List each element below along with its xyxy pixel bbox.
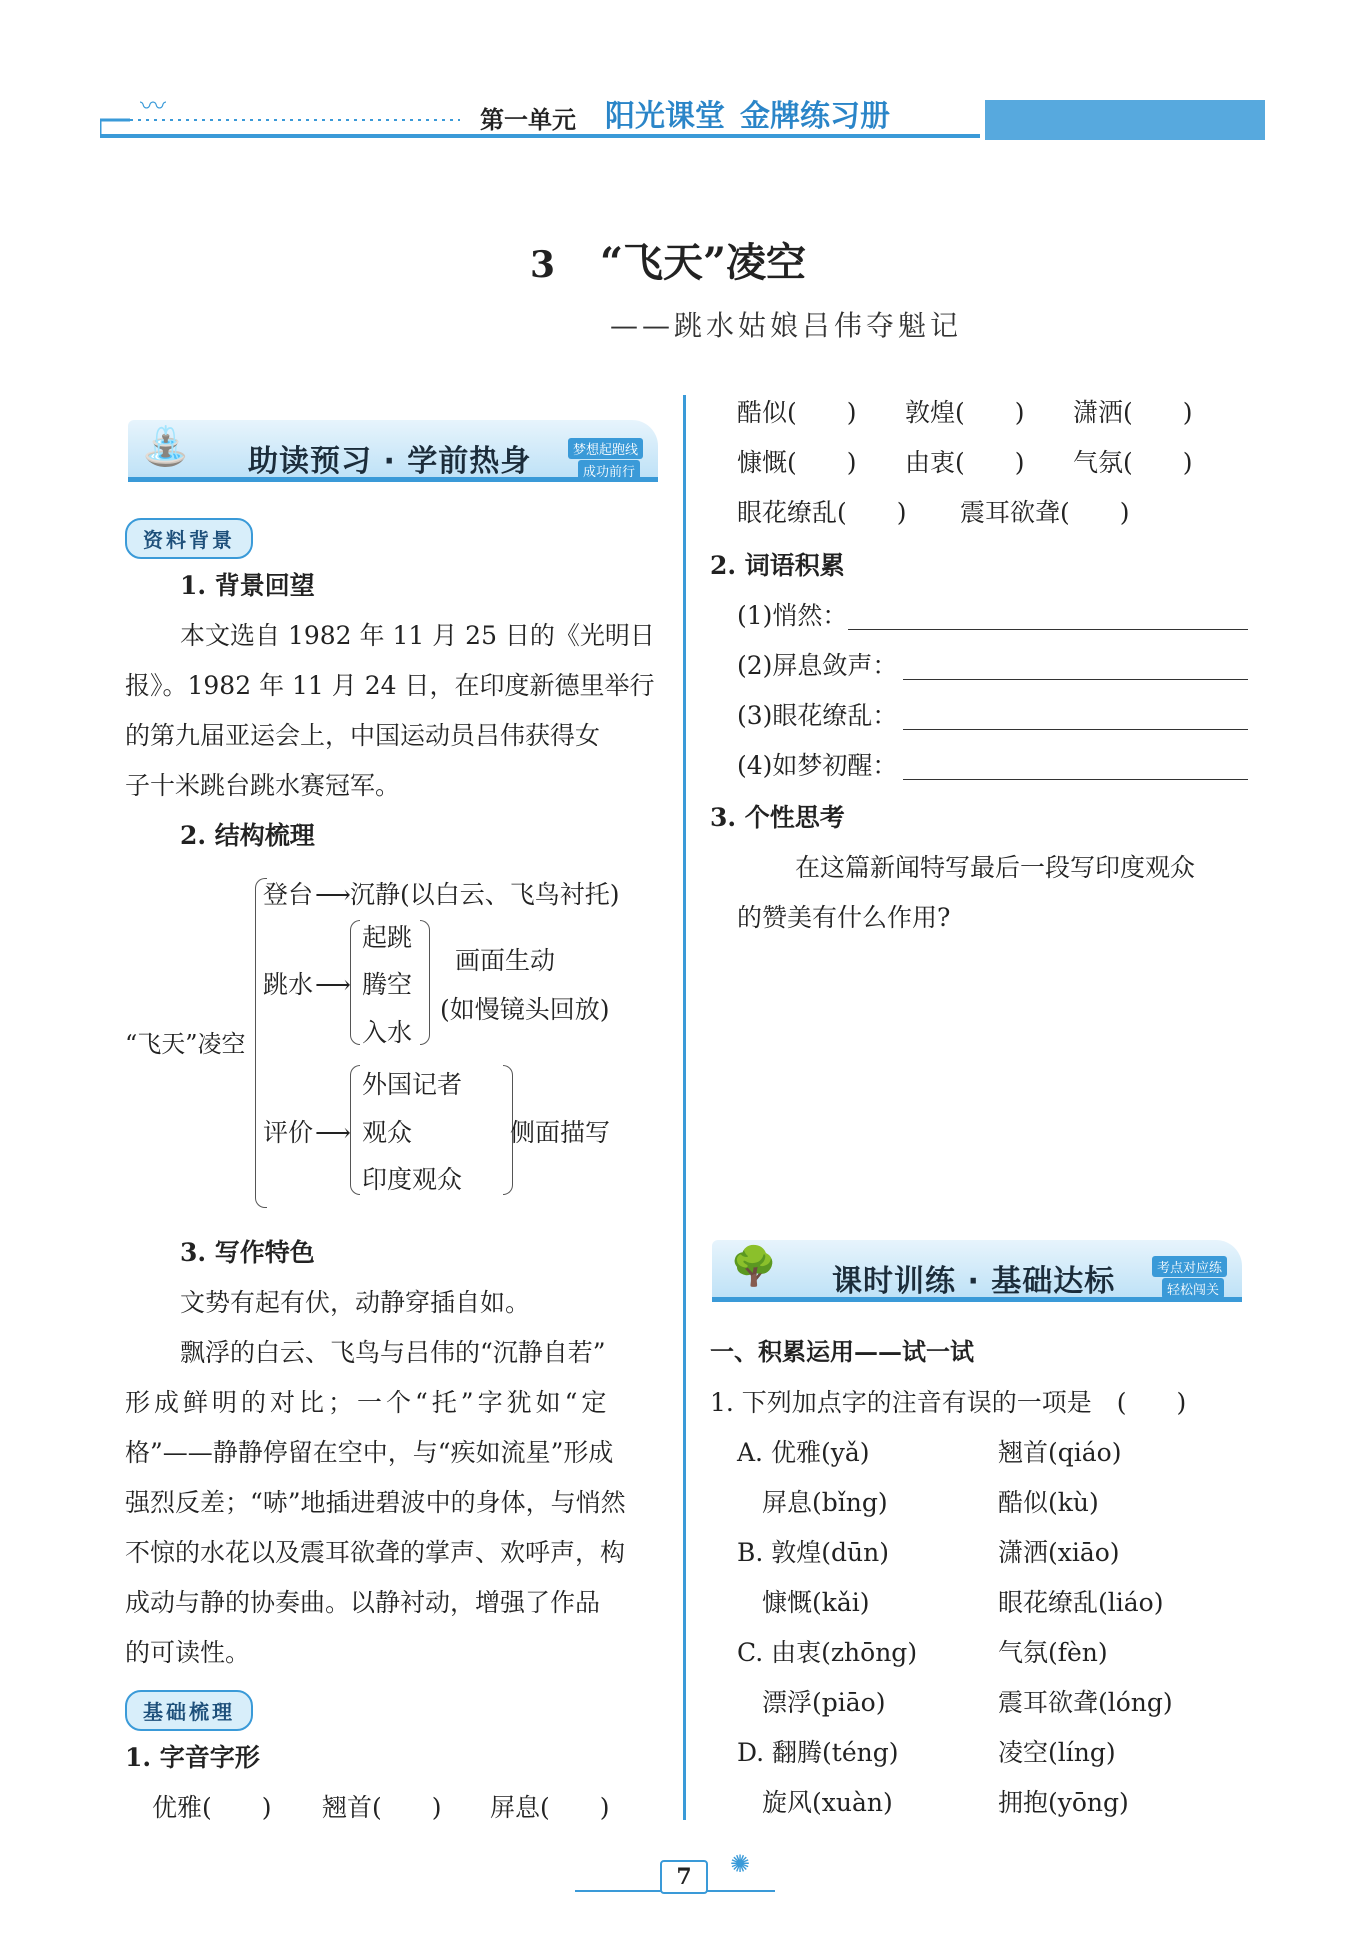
column-divider [683,395,686,1820]
option-item: 慷慨(kǎi) [737,1588,870,1617]
arrow-icon: ⟶ [315,970,351,999]
branch-item: 腾空 [362,970,413,999]
vocab-item: (2)屏息敛声： [737,651,898,680]
paragraph-line: 在这篇新闻特写最后一段写印度观众 [795,853,1196,882]
page-number: 7 [676,1864,692,1890]
branch-result: 侧面描写 [510,1118,611,1147]
answer-line[interactable] [903,758,1248,780]
branch-label: 评价 [263,1118,314,1147]
header-brand: 阳光课堂 [605,99,725,134]
branch-result: 画面生动 [455,946,556,975]
birds-icon: 〰 [140,92,167,122]
option-item: 凌空(líng) [998,1738,1116,1767]
paragraph-line: 报》。1982 年 11 月 24 日，在印度新德里举行 [125,671,655,700]
heading: 2. 词语积累 [710,551,845,580]
brace [350,920,360,1045]
heading: 3. 个性思考 [710,803,845,832]
heading: 2. 结构梳理 [180,821,315,850]
section-banner [128,420,658,482]
pron-item: 眼花缭乱( ) [737,498,907,527]
heading: 3. 写作特色 [180,1238,315,1267]
paragraph-line: 的第九届亚运会上，中国运动员吕伟获得女 [125,721,601,750]
arrow-icon: ⟶ [315,880,351,909]
branch-label: 跳水 [263,970,314,999]
paragraph-line: 文势有起有伏，动静穿插自如。 [180,1288,531,1317]
branch-item: 观众 [362,1118,413,1147]
pron-item: 潇洒( ) [1073,398,1193,427]
option-item: 旋风(xuàn) [737,1788,893,1817]
pron-item: 震耳欲聋( ) [960,498,1130,527]
paragraph-line: 子十米跳台跳水赛冠军。 [125,771,401,800]
arrow-icon: ⟶ [315,1118,351,1147]
pron-item: 由衷( ) [905,448,1025,477]
tree-icon: 🌳 [730,1244,778,1288]
header-book: 金牌练习册 [740,99,890,134]
option-item: 屏息(bǐng) [737,1488,888,1517]
banner-tag: 考点对应练 [1152,1256,1227,1277]
paragraph-line: 不惊的水花以及震耳欲聋的掌声、欢呼声，构 [125,1538,626,1567]
option-item: 拥抱(yōng) [998,1788,1129,1817]
option-item: 潇洒(xiāo) [998,1538,1120,1567]
branch-item: 外国记者 [362,1070,463,1099]
pron-item: 优雅( ) [152,1793,272,1822]
vocab-item: (3)眼花缭乱： [737,701,898,730]
paragraph-line: 成动与静的协奏曲。以静衬动，增强了作品 [125,1588,601,1617]
pron-item: 慷慨( ) [737,448,857,477]
option-item: 眼花缭乱(liáo) [998,1588,1164,1617]
option-item[interactable]: B. 敦煌(dūn) [737,1538,889,1567]
pron-item: 酷似( ) [737,398,857,427]
pron-item: 屏息( ) [490,1793,610,1822]
answer-line[interactable] [848,608,1248,630]
banner-tag: 成功前行 [578,460,640,481]
banner-title: 课时训练 · 基础达标 [832,1264,1116,1299]
vocab-item: (1)悄然： [737,601,848,630]
brace [420,920,430,1045]
question: 1. 下列加点字的注音有误的一项是 ( ) [710,1388,1187,1417]
paragraph-line: 形成鲜明的对比；一个“托”字犹如“定 [125,1388,611,1417]
header-unit: 第一单元 [480,105,576,134]
section-tag: 资料背景 [125,518,253,559]
pron-item: 气氛( ) [1073,448,1193,477]
option-item[interactable]: C. 由衷(zhōng) [737,1638,918,1667]
vocab-item: (4)如梦初醒： [737,751,898,780]
option-item: 震耳欲聋(lóng) [998,1688,1173,1717]
paragraph-line: 本文选自 1982 年 11 月 25 日的《光明日 [180,621,655,650]
branch-result: 沉静(以白云、飞鸟衬托) [350,880,620,909]
banner-title: 助读预习 · 学前热身 [248,444,532,479]
option-item: 酷似(kù) [998,1488,1099,1517]
lesson-title: “飞天”凌空 [600,239,807,286]
option-item[interactable]: A. 优雅(yǎ) [737,1438,870,1467]
answer-line[interactable] [903,658,1248,680]
paragraph-line: 飘浮的白云、飞鸟与吕伟的“沉静自若” [180,1338,606,1367]
branch-label: 登台 [263,880,314,909]
page-number-box [660,1860,708,1894]
section-banner [712,1240,1242,1302]
pron-item: 翘首( ) [322,1793,442,1822]
pron-item: 敦煌( ) [905,398,1025,427]
banner-tag: 轻松闯关 [1162,1278,1224,1299]
branch-result: (如慢镜头回放) [440,995,610,1024]
heading: 1. 字音字形 [125,1743,260,1772]
paragraph-line: 的赞美有什么作用? [737,903,951,932]
fountain-icon: ⛲ [142,424,190,468]
paragraph-line: 强烈反差；“哧”地插进碧波中的身体，与悄然 [125,1488,626,1517]
branch-item: 印度观众 [362,1165,463,1194]
brace [350,1065,360,1195]
branch-item: 入水 [362,1018,413,1047]
brace [255,878,267,1208]
option-item: 翘首(qiáo) [998,1438,1122,1467]
branch-item: 起跳 [362,923,413,952]
paragraph-line: 的可读性。 [125,1638,251,1667]
header-bar [100,92,1265,140]
paragraph-line: 格”——静静停留在空中，与“疾如流星”形成 [125,1438,614,1467]
heading: 1. 背景回望 [180,571,315,600]
pinwheel-icon: ✺ [730,1850,751,1878]
banner-tag: 梦想起跑线 [568,438,643,459]
lesson-number: 3 [530,244,556,286]
structure-diagram [125,860,670,1220]
answer-line[interactable] [903,708,1248,730]
section-tag: 基础梳理 [125,1690,253,1731]
structure-root: “飞天”凌空 [125,1030,246,1058]
part-heading: 一、积累运用——试一试 [710,1337,974,1366]
lesson-subtitle: ——跳水姑娘吕伟夺魁记 [610,309,963,342]
option-item[interactable]: D. 翻腾(téng) [737,1738,899,1767]
option-item: 气氛(fèn) [998,1638,1108,1667]
option-item: 漂浮(piāo) [737,1688,886,1717]
